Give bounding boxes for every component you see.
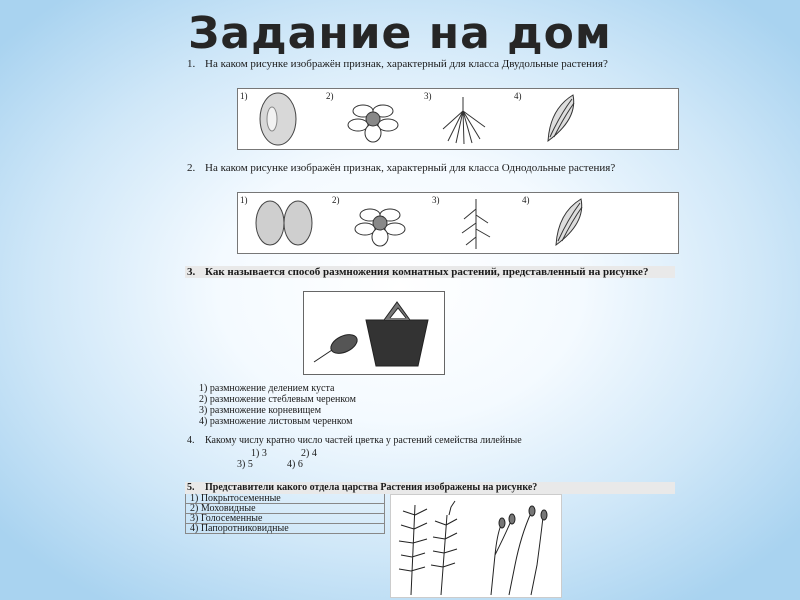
moss-illustration xyxy=(391,495,561,597)
q5-option-3: 3) Голосеменные xyxy=(185,514,385,524)
fibrous-root-icon xyxy=(443,97,485,144)
slide-title: Задание на дом xyxy=(188,8,612,59)
q2-illustrations xyxy=(238,193,678,253)
q2-label-4: 4) xyxy=(522,195,530,205)
moss-plant-icon xyxy=(399,501,457,595)
q4-option-1: 1) 3 xyxy=(251,448,267,459)
flower-pot-icon xyxy=(366,302,428,366)
flower-icon xyxy=(355,209,405,246)
question-2-text: На каком рисунке изображён признак, характерный для класса Однодольные растения? xyxy=(205,162,616,174)
q3-option-3: 3) размножение корневищем xyxy=(199,405,322,416)
question-4-number: 4. xyxy=(187,435,195,446)
leaf-cutting-illustration xyxy=(304,292,444,374)
question-3-number: 3. xyxy=(187,266,196,278)
q3-option-2: 2) размножение стеблевым черенком xyxy=(199,394,356,405)
question-4 xyxy=(185,435,675,447)
homework-document xyxy=(185,58,685,598)
q5-option-4: 4) Папоротниковидные xyxy=(185,524,385,534)
question-1-figures xyxy=(237,88,679,150)
q4-option-4: 4) 6 xyxy=(287,459,303,470)
moss-sporophyte-icon xyxy=(491,506,547,595)
question-2-figures xyxy=(237,192,679,254)
q4-option-3: 3) 5 xyxy=(237,459,253,470)
q1-label-2: 2) xyxy=(326,91,334,101)
question-3-figure xyxy=(303,291,445,375)
question-5-number: 5. xyxy=(187,482,195,493)
leaf-cutting-icon xyxy=(314,331,360,362)
parallel-leaf-icon xyxy=(548,95,574,141)
q1-label-3: 3) xyxy=(424,91,432,101)
question-2 xyxy=(185,162,675,174)
q1-illustrations xyxy=(238,89,678,149)
dicot-seed-icon xyxy=(256,201,312,245)
q3-option-1: 1) размножение делением куста xyxy=(199,383,335,394)
question-2-number: 2. xyxy=(187,162,196,174)
question-5-text: Представители какого отдела царства Растения изображены на рисунке? xyxy=(205,482,538,493)
q1-label-4: 4) xyxy=(514,91,522,101)
parallel-leaf-icon xyxy=(556,199,582,245)
q2-label-3: 3) xyxy=(432,195,440,205)
question-3 xyxy=(185,266,675,278)
q3-option-4: 4) размножение листовым черенком xyxy=(199,416,353,427)
question-5-figure xyxy=(390,494,562,598)
flower-icon xyxy=(348,105,398,142)
question-1 xyxy=(185,58,675,70)
question-3-text: Как называется способ размножения комнатных растений, представленный на рисунке? xyxy=(205,266,649,278)
question-4-text: Какому числу кратно число частей цветка у растений семейства лилейные xyxy=(205,435,522,446)
q5-option-2: 2) Моховидные xyxy=(185,504,385,514)
q4-option-2: 2) 4 xyxy=(301,448,317,459)
question-1-text: На каком рисунке изображён признак, характерный для класса Двудольные растения? xyxy=(205,58,608,70)
question-1-number: 1. xyxy=(187,58,196,70)
q1-label-1: 1) xyxy=(240,91,248,101)
monocot-seed-icon xyxy=(260,93,296,145)
q2-label-2: 2) xyxy=(332,195,340,205)
q5-option-1: 1) Покрытосеменные xyxy=(185,494,385,504)
q2-label-1: 1) xyxy=(240,195,248,205)
taproot-icon xyxy=(462,199,490,249)
